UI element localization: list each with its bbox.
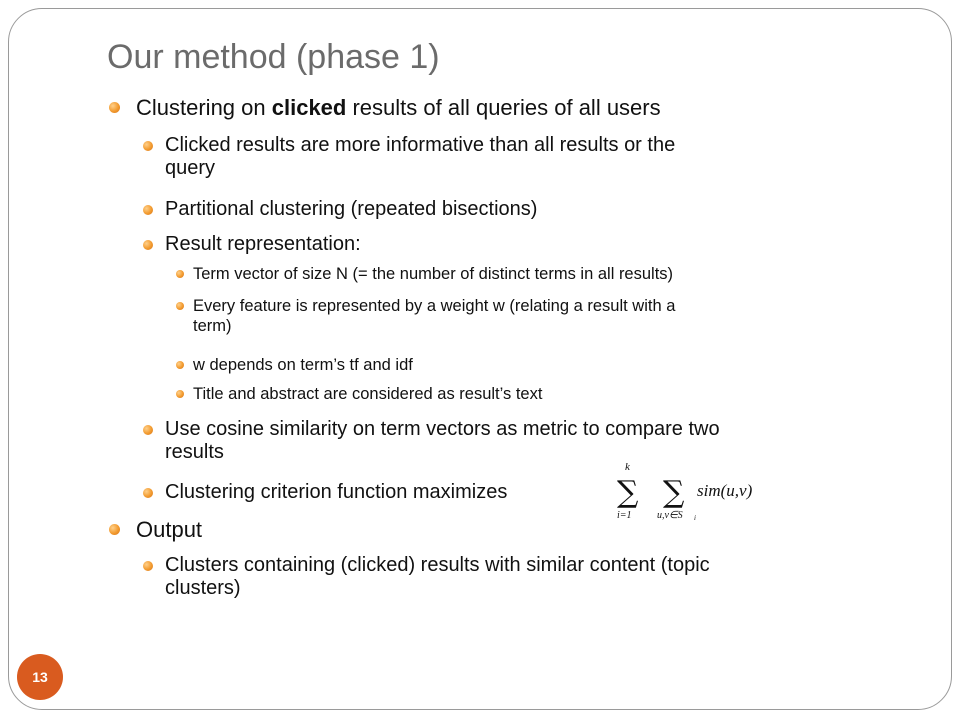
bullet-title-abstract: Title and abstract are considered as result’s text bbox=[193, 385, 543, 403]
bullet-icon bbox=[143, 425, 153, 435]
bullet-icon bbox=[109, 524, 120, 535]
bullet-criterion-function: Clustering criterion function maximizes bbox=[165, 481, 508, 503]
bullet-clusters-content bbox=[165, 554, 710, 600]
formula-expression: sim(u,v) bbox=[697, 481, 753, 500]
bullet-icon bbox=[143, 205, 153, 215]
bullet-term-vector: Term vector of size N (= the number of distinct terms in all results) bbox=[193, 265, 674, 283]
bullet-line: clusters) bbox=[165, 577, 241, 599]
formula-lower-limit-2: u,v∈S bbox=[657, 510, 683, 520]
page-number-badge: 13 bbox=[17, 654, 63, 700]
bullet-icon bbox=[176, 270, 184, 278]
sum-icon: ∑ bbox=[617, 475, 639, 510]
bullet-icon bbox=[176, 390, 184, 398]
bullet-icon bbox=[176, 361, 184, 369]
sum-icon: ∑ bbox=[663, 475, 685, 510]
bullet-output: Output bbox=[136, 517, 203, 542]
bullet-line: term) bbox=[193, 317, 232, 335]
bullet-partitional: Partitional clustering (repeated bisections) bbox=[165, 198, 538, 220]
bullet-clustering-prefix: Clustering on bbox=[136, 95, 272, 120]
bullet-line: query bbox=[165, 157, 216, 179]
bullet-line: results bbox=[165, 441, 224, 463]
bullet-tf-idf: w depends on term’s tf and idf bbox=[193, 356, 413, 374]
bullet-clustering-suffix: results of all queries of all users bbox=[346, 95, 661, 120]
bullet-line: Use cosine similarity on term vectors as metric to compare two bbox=[165, 418, 720, 440]
bullet-feature-weight bbox=[193, 296, 675, 336]
slide-title: Our method (phase 1) bbox=[107, 38, 440, 76]
bullet-icon bbox=[176, 302, 184, 310]
formula-upper-limit: k bbox=[625, 461, 630, 473]
bullet-icon bbox=[143, 488, 153, 498]
bullet-icon bbox=[143, 240, 153, 250]
formula-lower-limit-1: i=1 bbox=[617, 510, 632, 520]
bullet-clicked-informative bbox=[165, 134, 675, 180]
bullet-line: Clicked results are more informative than all results or the bbox=[165, 134, 676, 156]
bullet-clustering bbox=[136, 95, 661, 120]
bullet-result-representation: Result representation: bbox=[165, 233, 361, 255]
bullet-icon bbox=[143, 141, 153, 151]
bullet-icon bbox=[109, 102, 120, 113]
formula-lower-limit-2-sub: i bbox=[694, 514, 696, 520]
criterion-formula bbox=[605, 458, 780, 520]
bullet-line: Every feature is represented by a weight w (relating a result with a bbox=[193, 297, 676, 315]
bullet-icon bbox=[143, 561, 153, 571]
bullet-line: Clusters containing (clicked) results with similar content (topic bbox=[165, 554, 710, 576]
bullet-clustering-emphasis: clicked bbox=[271, 95, 347, 120]
